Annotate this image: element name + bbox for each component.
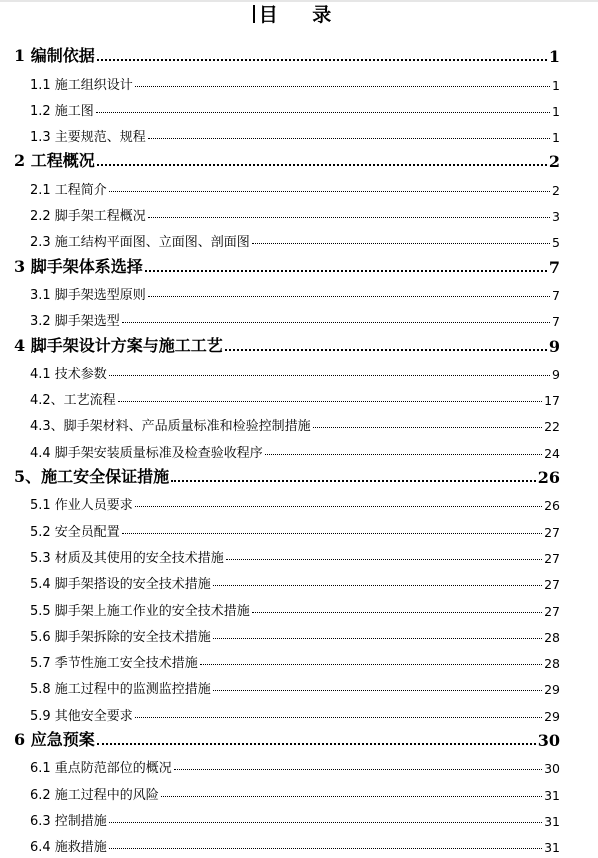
toc-entry-label: 6.2 施工过程中的风险 xyxy=(30,787,159,803)
toc-section-entry[interactable] xyxy=(14,145,560,171)
dot-leader xyxy=(148,296,550,297)
toc-entry-page-number: 31 xyxy=(544,787,560,803)
toc-entry-label: 4.4 脚手架安装质量标准及检查验收程序 xyxy=(30,445,263,461)
toc-entry-page-number: 1 xyxy=(552,103,560,119)
dot-leader xyxy=(226,559,542,560)
toc-subsection-entry[interactable] xyxy=(14,93,560,119)
toc-entry-label: 2.1 工程简介 xyxy=(30,182,107,198)
toc-entry-page-number: 9 xyxy=(552,366,560,382)
toc-subsection-entry[interactable] xyxy=(14,671,560,697)
dot-leader xyxy=(213,690,542,691)
toc-entry-page-number: 31 xyxy=(544,813,560,829)
toc-entry-label: 4.1 技术参数 xyxy=(30,366,107,382)
toc-section-entry[interactable] xyxy=(14,329,560,355)
toc-entry-page-number: 17 xyxy=(544,393,560,409)
dot-leader xyxy=(145,270,547,272)
dot-leader xyxy=(313,427,542,428)
dot-leader xyxy=(118,401,542,402)
dot-leader xyxy=(265,454,542,455)
toc-entry-page-number: 30 xyxy=(544,761,560,777)
dot-leader xyxy=(96,112,550,113)
dot-leader xyxy=(97,164,547,166)
toc-entry-page-number: 1 xyxy=(552,130,560,146)
toc-entry-page-number: 22 xyxy=(544,419,560,435)
toc-entry-label: 5.8 施工过程中的监测监控措施 xyxy=(30,682,211,698)
toc-subsection-entry[interactable] xyxy=(14,750,560,776)
toc-entry-label: 1 编制依据 xyxy=(14,46,95,66)
toc-section-entry[interactable] xyxy=(14,461,560,487)
toc-entry-page-number: 28 xyxy=(544,629,560,645)
toc-subsection-entry[interactable] xyxy=(14,119,560,145)
toc-entry-page-number: 5 xyxy=(552,235,560,251)
toc-entry-page-number: 24 xyxy=(544,445,560,461)
toc-subsection-entry[interactable] xyxy=(14,619,560,645)
toc-subsection-entry[interactable] xyxy=(14,566,560,592)
dot-leader xyxy=(135,506,542,507)
toc-subsection-entry[interactable] xyxy=(14,592,560,618)
text-cursor xyxy=(253,5,255,23)
toc-subsection-entry[interactable] xyxy=(14,513,560,539)
dot-leader xyxy=(97,743,536,745)
toc-entry-label: 5.2 安全员配置 xyxy=(30,524,120,540)
toc-entry-page-number: 1 xyxy=(552,77,560,93)
toc-entry-label: 5、施工安全保证措施 xyxy=(14,467,170,487)
toc-entry-page-number: 31 xyxy=(544,840,560,856)
toc-entry-label: 5.4 脚手架搭设的安全技术措施 xyxy=(30,577,211,593)
toc-entry-label: 5.5 脚手架上施工作业的安全技术措施 xyxy=(30,603,250,619)
dot-leader xyxy=(109,375,550,376)
toc-entry-page-number: 7 xyxy=(552,287,560,303)
toc-entry-page-number: 26 xyxy=(537,468,560,488)
toc-subsection-entry[interactable] xyxy=(14,829,560,855)
toc-entry-label: 5.6 脚手架拆除的安全技术措施 xyxy=(30,629,211,645)
toc-subsection-entry[interactable] xyxy=(14,803,560,829)
toc-section-entry[interactable] xyxy=(14,724,560,750)
toc-entry-page-number: 26 xyxy=(544,498,560,514)
toc-subsection-entry[interactable] xyxy=(14,540,560,566)
toc-entry-page-number: 28 xyxy=(544,656,560,672)
dot-leader xyxy=(109,822,542,823)
toc-entry-page-number: 9 xyxy=(548,336,560,356)
dot-leader xyxy=(252,243,550,244)
toc-entry-label: 3.1 脚手架选型原则 xyxy=(30,287,146,303)
toc-entry-label: 5.7 季节性施工安全技术措施 xyxy=(30,656,198,672)
toc-entry-page-number: 2 xyxy=(548,152,560,172)
dot-leader xyxy=(135,86,550,87)
toc-subsection-entry[interactable] xyxy=(14,303,560,329)
toc-entry-label: 3 脚手架体系选择 xyxy=(14,256,143,276)
toc-subsection-entry[interactable] xyxy=(14,776,560,802)
page-title xyxy=(0,3,598,27)
dot-leader xyxy=(252,612,542,613)
dot-leader xyxy=(174,769,542,770)
toc-entry-label: 6.1 重点防范部位的概况 xyxy=(30,761,172,777)
toc-entry-label: 3.2 脚手架选型 xyxy=(30,314,120,330)
toc-entry-page-number: 2 xyxy=(552,182,560,198)
toc-entry-page-number: 7 xyxy=(548,257,560,277)
toc-subsection-entry[interactable] xyxy=(14,277,560,303)
table-of-contents xyxy=(14,40,560,855)
dot-leader xyxy=(97,59,547,61)
dot-leader xyxy=(225,349,547,351)
toc-entry-label: 1.3 主要规范、规程 xyxy=(30,130,146,146)
dot-leader xyxy=(148,138,550,139)
dot-leader xyxy=(122,533,542,534)
toc-subsection-entry[interactable] xyxy=(14,697,560,723)
toc-section-entry[interactable] xyxy=(14,250,560,276)
dot-leader xyxy=(213,638,542,639)
toc-entry-page-number: 27 xyxy=(544,577,560,593)
toc-entry-page-number: 29 xyxy=(544,682,560,698)
toc-section-entry[interactable] xyxy=(14,40,560,66)
toc-entry-label: 5.3 材质及其使用的安全技术措施 xyxy=(30,550,224,566)
toc-entry-label: 5.9 其他安全要求 xyxy=(30,708,133,724)
toc-subsection-entry[interactable] xyxy=(14,198,560,224)
toc-subsection-entry[interactable] xyxy=(14,356,560,382)
toc-subsection-entry[interactable] xyxy=(14,408,560,434)
toc-entry-label: 2 工程概况 xyxy=(14,151,95,171)
dot-leader xyxy=(171,480,536,482)
toc-entry-label: 4.3、脚手架材料、产品质量标准和检验控制措施 xyxy=(30,419,311,435)
toc-entry-label: 4.2、工艺流程 xyxy=(30,393,116,409)
toc-subsection-entry[interactable] xyxy=(14,382,560,408)
toc-entry-label: 1.1 施工组织设计 xyxy=(30,77,133,93)
dot-leader xyxy=(213,585,542,586)
toc-subsection-entry[interactable] xyxy=(14,645,560,671)
toc-subsection-entry[interactable] xyxy=(14,224,560,250)
toc-entry-label: 4 脚手架设计方案与施工工艺 xyxy=(14,335,223,355)
toc-entry-label: 5.1 作业人员要求 xyxy=(30,498,133,514)
dot-leader xyxy=(200,664,542,665)
top-border xyxy=(0,0,598,2)
toc-entry-label: 6.3 控制措施 xyxy=(30,813,107,829)
toc-entry-page-number: 27 xyxy=(544,550,560,566)
toc-subsection-entry[interactable] xyxy=(14,487,560,513)
toc-subsection-entry[interactable] xyxy=(14,171,560,197)
toc-entry-page-number: 30 xyxy=(537,731,560,751)
toc-entry-label: 2.3 施工结构平面图、立面图、剖面图 xyxy=(30,235,250,251)
toc-entry-label: 1.2 施工图 xyxy=(30,103,94,119)
toc-entry-label: 6.4 施救措施 xyxy=(30,840,107,856)
toc-entry-page-number: 3 xyxy=(552,209,560,225)
toc-subsection-entry[interactable] xyxy=(14,434,560,460)
dot-leader xyxy=(148,217,550,218)
toc-entry-page-number: 27 xyxy=(544,524,560,540)
dot-leader xyxy=(109,848,542,849)
toc-entry-label: 2.2 脚手架工程概况 xyxy=(30,209,146,225)
dot-leader xyxy=(161,796,542,797)
toc-entry-label: 6 应急预案 xyxy=(14,730,95,750)
toc-entry-page-number: 1 xyxy=(548,47,560,67)
toc-subsection-entry[interactable] xyxy=(14,66,560,92)
toc-entry-page-number: 27 xyxy=(544,603,560,619)
dot-leader xyxy=(122,322,550,323)
dot-leader xyxy=(109,191,550,192)
dot-leader xyxy=(135,717,542,718)
toc-entry-page-number: 29 xyxy=(544,708,560,724)
toc-entry-page-number: 7 xyxy=(552,314,560,330)
title-text: 目 录 xyxy=(258,4,346,26)
